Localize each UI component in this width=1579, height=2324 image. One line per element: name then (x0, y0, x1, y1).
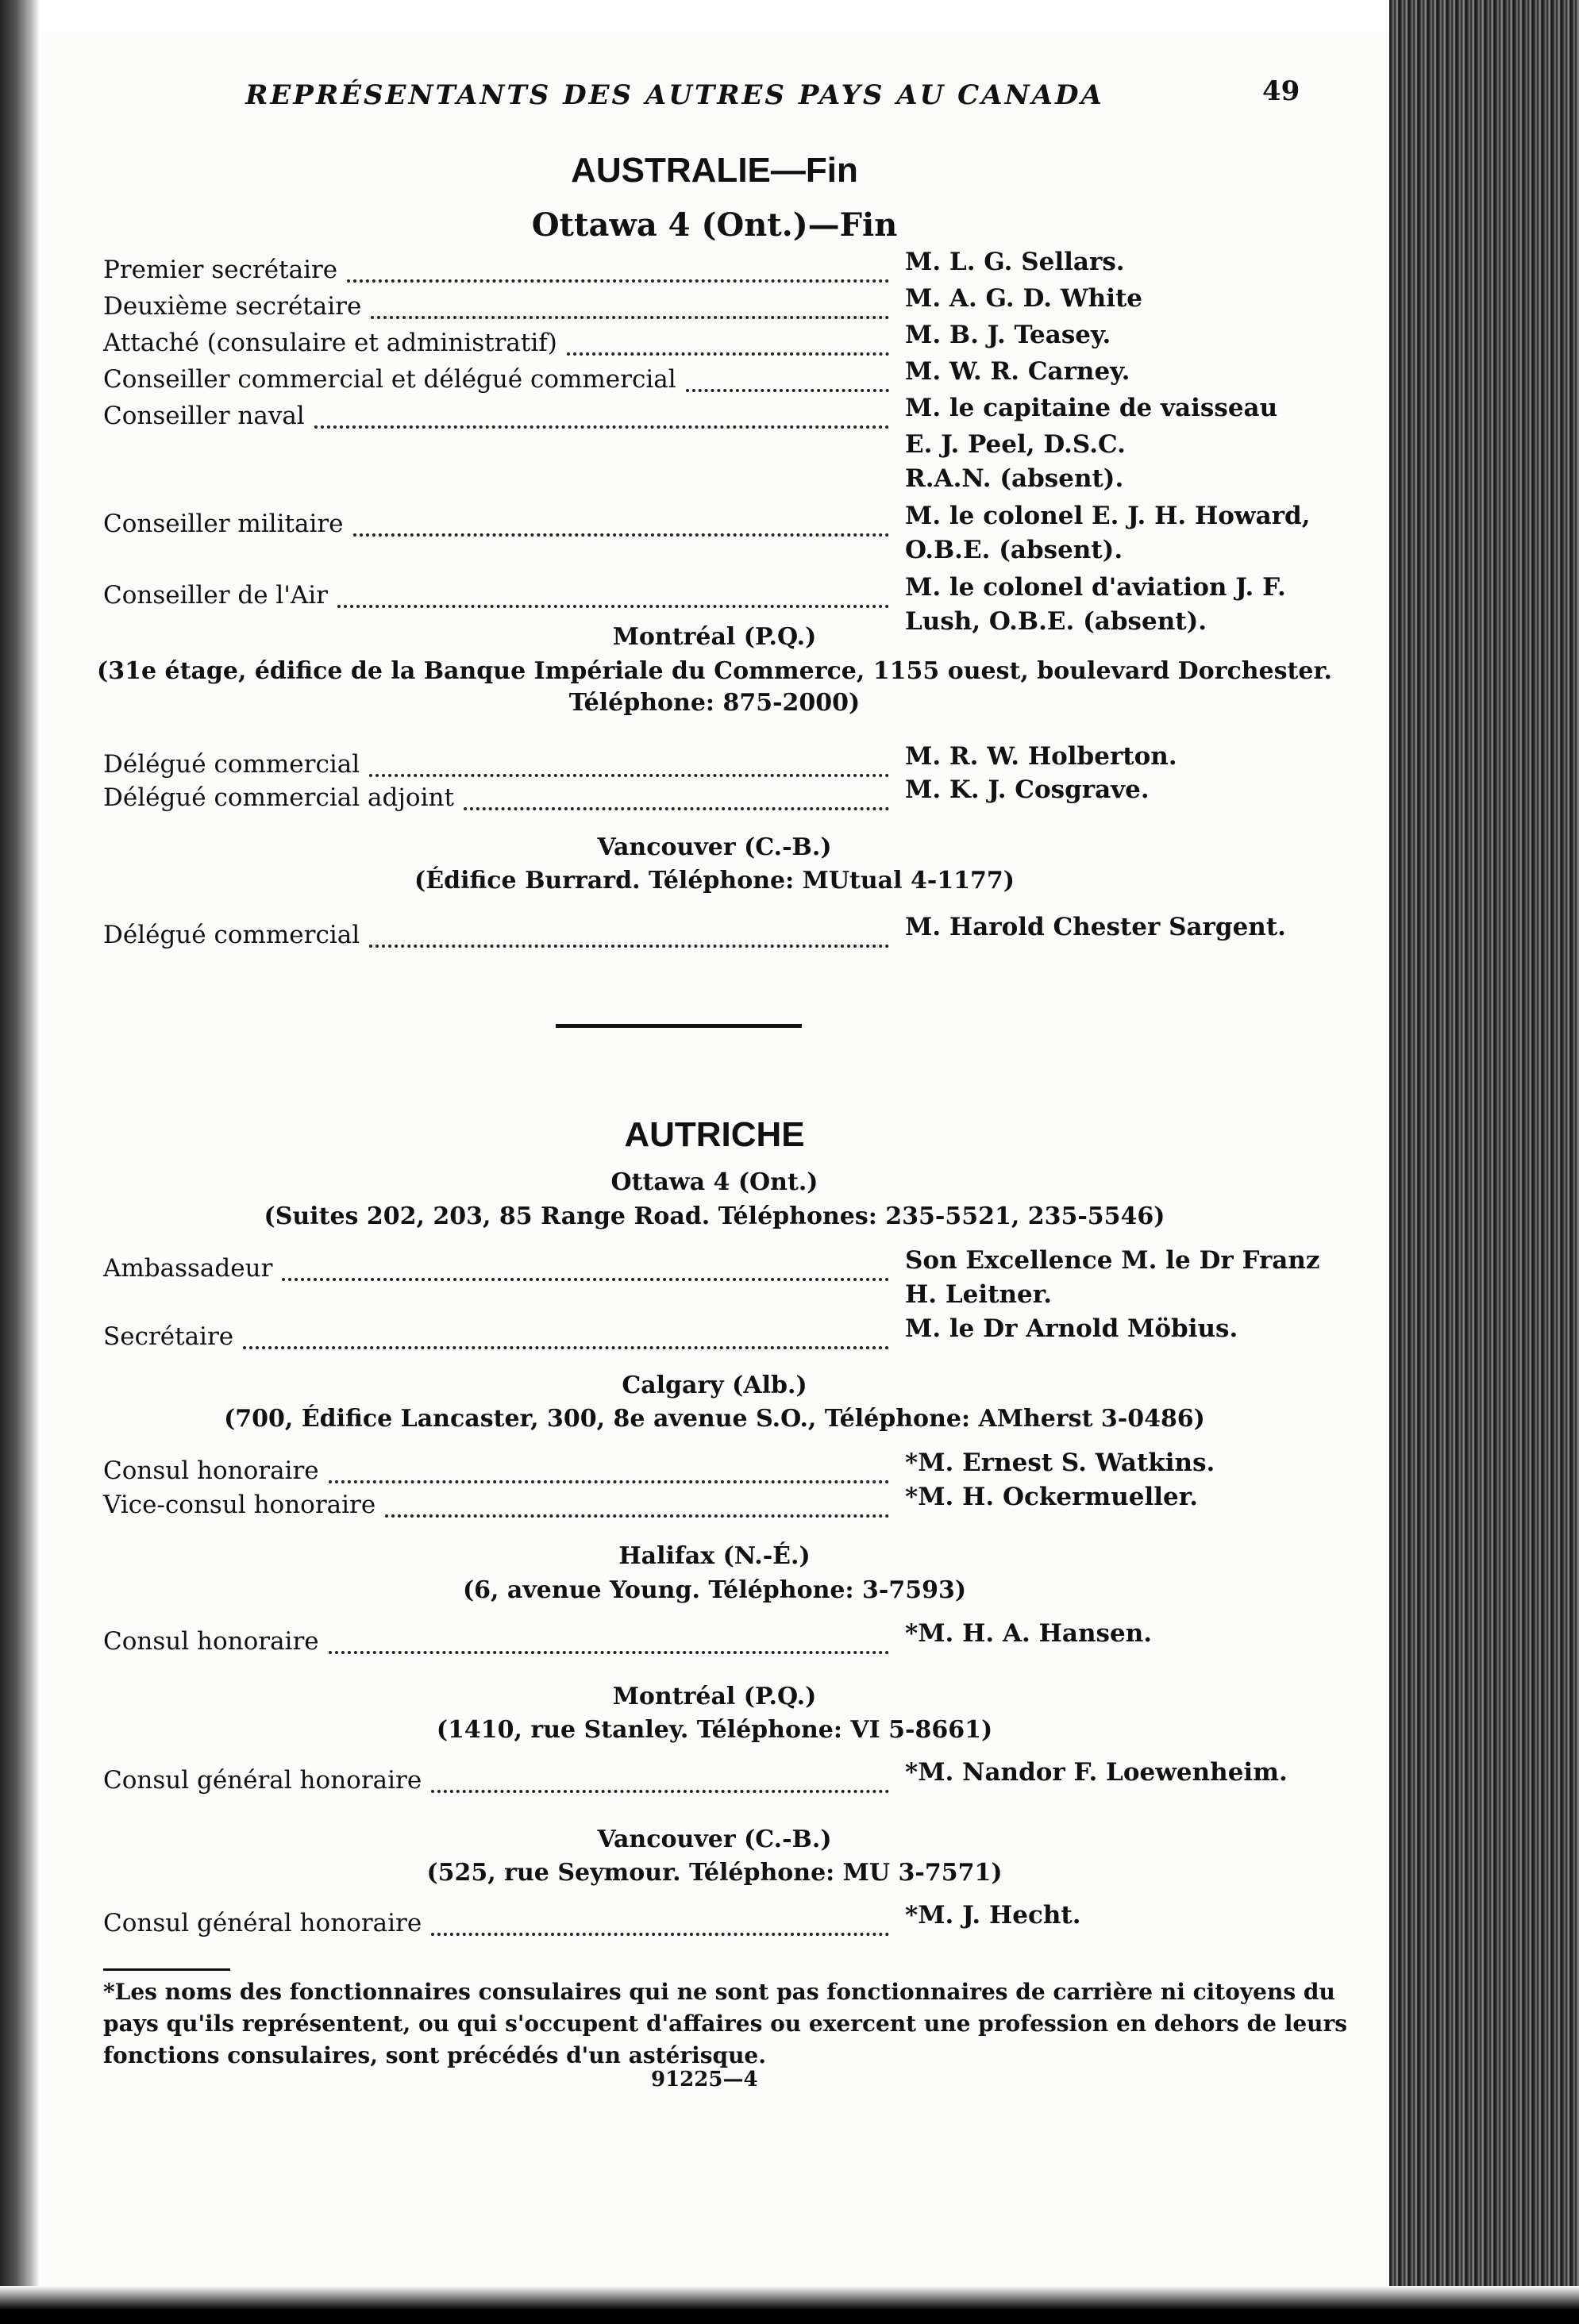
representative-name: Lush, O.B.E. (absent). (905, 607, 1207, 636)
scan-bottom-edge (0, 2286, 1579, 2324)
position-title: Consul général honoraire (103, 1766, 422, 1795)
dot-leader (369, 742, 889, 777)
representative-name: R.A.N. (absent). (905, 464, 1124, 493)
directory-entry (103, 1619, 1373, 1656)
directory-entry (103, 913, 1373, 949)
address-line: (Édifice Burrard. Téléphone: MUtual 4-1177) (414, 867, 1015, 895)
representative-name: M. A. G. D. White (905, 284, 1143, 313)
directory-entry (103, 1314, 1373, 1351)
representative-name: M. L. G. Sellars. (905, 248, 1125, 276)
page-number: 49 (1262, 75, 1300, 107)
dot-leader (385, 1483, 889, 1518)
city-heading-vancouver: Vancouver (C.-B.) (597, 833, 832, 861)
country-heading-australia: AUSTRALIE—Fin (571, 151, 858, 190)
dot-leader (243, 1314, 889, 1349)
position-title: Délégué commercial adjoint (103, 783, 454, 812)
city-heading-montreal: Montréal (P.Q.) (612, 1683, 817, 1710)
representative-name: *M. H. A. Hansen. (905, 1619, 1153, 1648)
dot-leader (464, 775, 889, 810)
directory-entry (103, 321, 1373, 357)
directory-entry (103, 1246, 1373, 1283)
directory-entry (103, 430, 1373, 467)
position-title: Délégué commercial (103, 750, 360, 779)
position-title: Consul général honoraire (103, 1909, 422, 1937)
dot-leader (282, 1246, 889, 1281)
directory-entry (103, 357, 1373, 394)
position-title: Conseiller naval (103, 402, 305, 430)
position-title: Consul honoraire (103, 1627, 319, 1656)
dot-leader (353, 502, 889, 537)
folio: 91225—4 (651, 2068, 758, 2091)
representative-name: M. le Dr Arnold Möbius. (905, 1314, 1238, 1343)
directory-entry (103, 742, 1373, 779)
city-heading-vancouver: Vancouver (C.-B.) (597, 1826, 832, 1853)
representative-name: *M. J. Hecht. (905, 1901, 1081, 1930)
directory-entry (103, 248, 1373, 284)
representative-name: M. R. W. Holberton. (905, 742, 1177, 771)
directory-entry (103, 775, 1373, 812)
footnote-rule (103, 1968, 230, 1971)
directory-entry (103, 536, 1373, 572)
dot-leader (329, 1449, 889, 1483)
dot-leader (431, 1901, 889, 1936)
representative-name: Son Excellence M. le Dr Franz (905, 1246, 1320, 1275)
position-title: Secrétaire (103, 1322, 234, 1351)
dot-leader (329, 1619, 889, 1654)
dot-leader (337, 573, 889, 608)
city-heading-calgary: Calgary (Alb.) (622, 1372, 807, 1399)
book-edge (1389, 0, 1579, 2324)
position-title: Vice-consul honoraire (103, 1491, 376, 1519)
dot-leader (567, 321, 889, 356)
representative-name: *M. Ernest S. Watkins. (905, 1449, 1215, 1477)
dot-leader (314, 394, 889, 429)
dot-leader (431, 1758, 889, 1793)
position-title: Attaché (consulaire et administratif) (103, 329, 557, 357)
representative-name: *M. H. Ockermueller. (905, 1483, 1199, 1511)
representative-name: E. J. Peel, D.S.C. (905, 430, 1126, 459)
representative-name: *M. Nandor F. Loewenheim. (905, 1758, 1288, 1787)
page-gutter-shadow (0, 0, 40, 2324)
representative-name: M. le colonel E. J. H. Howard, (905, 502, 1311, 530)
position-title: Consul honoraire (103, 1456, 319, 1485)
representative-name: M. le colonel d'aviation J. F. (905, 573, 1286, 602)
footnote: *Les noms des fonctionnaires consulaires qui ne sont pas fonctionnaires de carrière ni citoyens du pays qu'ils représentent, ou qui s'occupent d'affaires ou exercent une profession en dehors de leurs fonctions consulaires, sont précédés d'un astérisque. (103, 1979, 1348, 2068)
address-line: (Suites 202, 203, 85 Range Road. Téléphones: 235-5521, 235-5546) (264, 1202, 1165, 1230)
directory-entry (103, 1758, 1373, 1795)
address-line: (6, avenue Young. Téléphone: 3-7593) (462, 1576, 967, 1604)
city-heading-ottawa: Ottawa 4 (Ont.) (610, 1168, 818, 1196)
position-title: Conseiller militaire (103, 510, 344, 538)
directory-entry (103, 464, 1373, 501)
directory-entry (103, 394, 1373, 430)
position-title: Premier secrétaire (103, 256, 338, 284)
representative-name: H. Leitner. (905, 1280, 1053, 1309)
city-heading-ottawa: Ottawa 4 (Ont.)—Fin (531, 206, 898, 244)
country-heading-austria: AUTRICHE (624, 1115, 805, 1154)
document-page (40, 32, 1389, 2286)
address-line: (31e étage, édifice de la Banque Impériale du Commerce, 1155 ouest, boulevard Dorchester. (97, 657, 1332, 685)
dot-leader (347, 248, 889, 283)
position-title: Conseiller commercial et délégué commercial (103, 365, 676, 394)
representative-name: M. K. J. Cosgrave. (905, 775, 1150, 804)
position-title: Délégué commercial (103, 921, 360, 949)
dot-leader (369, 913, 889, 948)
dot-leader (371, 284, 889, 319)
directory-entry (103, 573, 1373, 610)
representative-name: M. B. J. Teasey. (905, 321, 1111, 349)
position-title: Deuxième secrétaire (103, 292, 362, 321)
city-heading-halifax: Halifax (N.-É.) (618, 1542, 811, 1570)
position-title: Ambassadeur (103, 1254, 273, 1283)
directory-entry (103, 1901, 1373, 1937)
representative-name: M. Harold Chester Sargent. (905, 913, 1286, 941)
address-line: (1410, rue Stanley. Téléphone: VI 5-8661) (436, 1716, 993, 1744)
directory-entry (103, 1449, 1373, 1485)
position-title: Conseiller de l'Air (103, 581, 328, 610)
phone-line: Téléphone: 875-2000) (568, 689, 861, 717)
representative-name: M. W. R. Carney. (905, 357, 1130, 386)
running-head: REPRÉSENTANTS DES AUTRES PAYS AU CANADA (245, 79, 1104, 111)
directory-entry (103, 1280, 1373, 1317)
city-heading-montreal: Montréal (P.Q.) (612, 623, 817, 651)
section-divider (556, 1024, 802, 1028)
dot-leader (686, 357, 889, 392)
directory-entry (103, 1483, 1373, 1519)
address-line: (525, rue Seymour. Téléphone: MU 3-7571) (426, 1859, 1003, 1887)
directory-entry (103, 502, 1373, 538)
representative-name: O.B.E. (absent). (905, 536, 1123, 564)
address-line: (700, Édifice Lancaster, 300, 8e avenue S.O., Téléphone: AMherst 3-0486) (224, 1405, 1205, 1433)
representative-name: M. le capitaine de vaisseau (905, 394, 1278, 422)
directory-entry (103, 284, 1373, 321)
